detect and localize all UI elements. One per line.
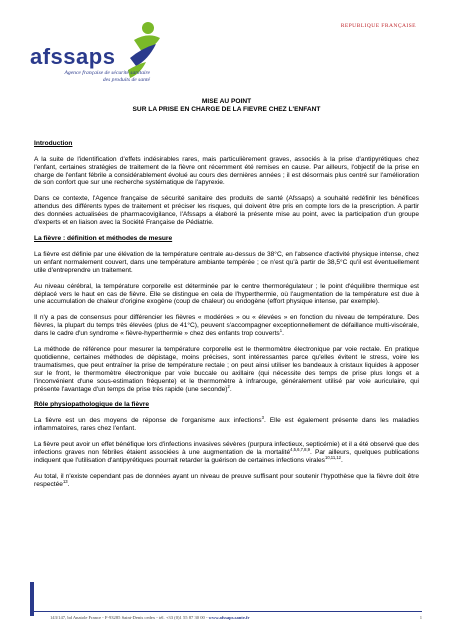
paragraph-text: . Par ailleurs, quelques publications indiquent que l'utilisation d'antipyrétiques pourrait retarder la guérison de certaines infections virales	[34, 449, 419, 464]
footer-website-link[interactable]: www.afssaps.sante.fr	[208, 615, 250, 620]
document-body	[34, 98, 419, 489]
reference-marker: 1	[279, 327, 283, 333]
paragraph-text: . Elle est également présente dans les maladies inflammatoires, rares chez l'enfant.	[34, 417, 420, 433]
paragraph: La fièvre est définie par une élévation de la température centrale au-dessus de 38°C, en l'absence d'activité physique intense, chez un enfant normalement couvert, dans une température ambiante tempérée ; ce n'est qu'à partir de 38,5°C qu'il est éventuellement utile d'entreprendre un traitement.	[34, 250, 419, 274]
paragraph: Dans ce contexte, l'Agence française de sécurité sanitaire des produits de santé (Afssaps) a souhaité redéfinir les bénéfices attendus des différents types de traitement et préciser les risques, qui doivent être pris en compte lors de la prescription. A partir des données actualisées de pharmacovigilance, l'Afssaps a élaboré la présente mise au point, avec la participation d'un groupe d'experts et en liaison avec la Société Française de Pédiatrie.	[34, 195, 419, 227]
paragraph-text: La fièvre est un des moyens de réponse de l'organisme aux infections	[34, 417, 262, 425]
paragraph-text: Au total, il n'existe cependant pas de données ayant un niveau de preuve suffisant pour soutenir l'hypothèse que la fièvre doit être respectée	[34, 472, 419, 488]
footer-divider	[30, 611, 422, 612]
document-title-line-1: MISE AU POINT	[201, 98, 252, 105]
logo-wordmark: afssaps	[30, 44, 116, 69]
paragraph	[34, 417, 419, 433]
footer-address	[50, 615, 250, 620]
page-number: 1	[419, 615, 422, 620]
reference-marker: 3	[261, 415, 264, 421]
paragraph-text: La fièvre peut avoir un effet bénéfique lors d'infections invasives sévères (purpura infectieux, septicémie) et il a été observé que des infections graves non fébriles étaient associées à une augmentation de la mortalité	[34, 441, 419, 457]
paragraph-text: Il n'y a pas de consensus pour différencier les fièvres « modérées » ou « élevées » en fonction du niveau de température. Des fièvres, la plupart du temps très élevées (plus de 41°C), peuvent s'accompagner exceptionnellement de défaillance multi-viscérale, dans le cadre d'un syndrome « fièvre-hyperthermie » chez des enfants trop couverts	[34, 314, 419, 338]
section-heading-definition: La fièvre : définition et méthodes de mesure	[34, 234, 173, 242]
reference-marker: 2	[227, 383, 230, 389]
logo-tagline-line-1: Agence française de sécurité sanitaire	[64, 70, 150, 76]
logo-tagline-line-2: des produits de santé	[102, 77, 150, 83]
reference-marker: 4,5,6,7,8,9	[290, 446, 310, 452]
reference-marker: 13	[62, 478, 68, 484]
logo-tagline	[30, 70, 150, 84]
paragraph: Au niveau cérébral, la température corporelle est déterminée par le centre thermorégulateur ; le point d'équilibre thermique est déplacé vers le haut en cas de fièvre. Elle se distingue en cela de l'hyperthermie, où l'augmentation de la température est due à une accumulation de chaleur d'origine exogène (coup de chaleur) ou endogène (effort physique intense, par exemple).	[34, 282, 419, 306]
paragraph: Au total, il n'existe cependant pas de données ayant un niveau de preuve suffisant pour soutenir l'hypothèse que la fièvre doit être respectée$^{13}$.	[34, 472, 419, 488]
paragraph: La fièvre peut avoir un effet bénéfique lors d'infections invasives sévères (purpura infectieux, septicémie) et il a été observé que des infections graves non fébriles étaient associées à une augmentation de la mortalité$^{4,5,6,7,8,9}$. Par ailleurs, quelques publications indiquent que l'utilisation d'antipyrétiques pourrait retarder la guérison de certaines infections virales$^{10,11,12}$.	[34, 441, 419, 464]
paragraph: A la suite de l'identification d'effets indésirables rares, mais particulièrement graves, associés à la prise d'antipyrétiques chez l'enfant, certaines stratégies de traitement de la fièvre ont récemment été remises en cause. Par ailleurs, l'objectif de la prise en charge de l'enfant fébrile a considérablement évolué au cours des dernières années ; il est désormais plus centré sur l'amélioration de son confort que sur une recherche systématique de l'apyrexie.	[34, 155, 419, 187]
republique-francaise-label: REPUBLIQUE FRANÇAISE	[340, 23, 416, 29]
section-heading-introduction: Introduction	[34, 139, 73, 147]
section-heading-physiopathology: Rôle physiopathologique de la fièvre	[34, 401, 150, 409]
document-title-line-2: SUR LA PRISE EN CHARGE DE LA FIEVRE CHEZ L'ENFANT	[132, 105, 321, 113]
paragraph: La méthode de référence pour mesurer la température corporelle est le thermomètre électronique par voie rectale. En pratique quotidienne, certaines méthodes de dépistage, moins précises, sont intéressantes parce qu'elles évitent le stress, voire les traumatismes, que peut entraîner la prise de température rectale ; on peut ainsi utiliser les bandeaux à cristaux liquides à apposer sur le front, le thermomètre électronique par voie buccale ou axillaire (qui nécessite des temps de prise plus longs et a l'inconvénient d'une sous-estimation fréquente) et le thermomètre à infrarouge, généralement utilisé par voie auriculaire, qui présente l'avantage d'un temps de prise très rapide (une seconde)$^2$.	[34, 346, 419, 393]
footer-address-text: 143/147, bd Anatole France - F-93285 Saint-Denis cedex - tél. +33 (0)1 55 87 30 00 -	[50, 615, 209, 620]
paragraph: Il n'y a pas de consensus pour différencier les fièvres « modérées » ou « élevées » en fonction du niveau de température. Des fièvres, la plupart du temps très élevées (plus de 41°C), peuvent s'accompagner exceptionnellement de défaillance multi-viscérale, dans le cadre d'un syndrome « fièvre-hyperthermie » chez des enfants trop couverts$^1$.	[34, 314, 419, 338]
paragraph-text: La méthode de référence pour mesurer la température corporelle est le thermomètre électronique par voie rectale. En pratique quotidienne, certaines méthodes de dépistage, moins précises, sont intéressantes parce qu'elles évitent le stress, voire les traumatismes, que peut entraîner la prise de température rectale ; on peut ainsi utiliser les bandeaux à cristaux liquides à apposer sur le front, le thermomètre électronique par voie buccale ou axillaire (qui nécessite des temps de prise plus longs et a l'inconvénient d'une sous-estimation fréquente) et le thermomètre à infrarouge, généralement utilisé par voie auriculaire, qui présente l'avantage d'un temps de prise très rapide (une seconde)	[34, 346, 419, 393]
reference-marker: 10,11,12	[324, 454, 341, 460]
